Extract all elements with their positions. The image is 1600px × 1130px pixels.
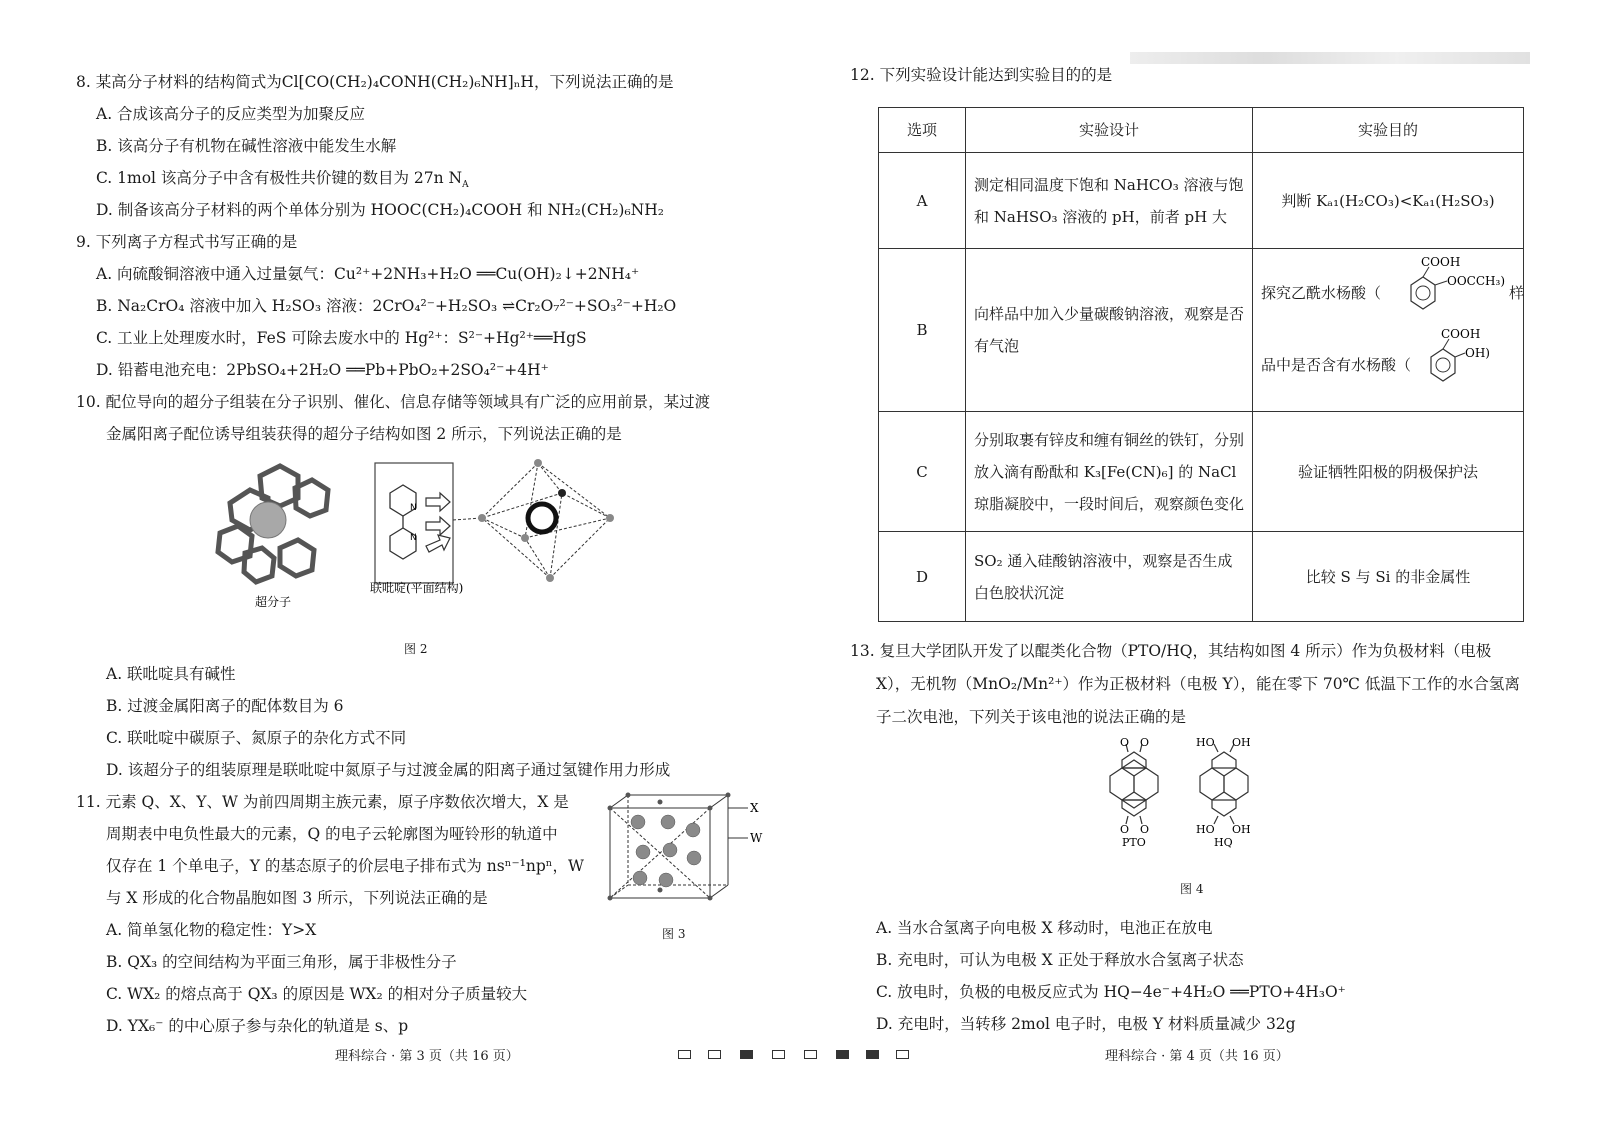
q9-option-b: B. Na₂CrO₄ 溶液中加入 H₂SO₃ 溶液：2CrO₄²⁻+H₂SO₃ ⇌Cr₂O₇²⁻+SO₃²⁻+H₂O [96, 297, 677, 315]
row-b-purpose [1253, 249, 1524, 412]
q12-table [878, 107, 1524, 622]
row-b-design: 向样品中加入少量碳酸钠溶液，观察是否有气泡 [966, 249, 1253, 412]
row-d-purpose: 比较 S 与 Si 的非金属性 [1253, 532, 1524, 622]
q13-option-a: A. 当水合氢离子向电极 X 移动时，电池正在放电 [876, 919, 1213, 937]
svg-text:HO: HO [1196, 823, 1215, 836]
q13-option-d: D. 充电时，当转移 2mol 电子时，电极 Y 材料质量减少 32g [876, 1015, 1296, 1033]
acetylsalicylic-structure [1391, 255, 1511, 317]
row-b-purpose-part1: 探究乙酰水杨酸（ [1261, 284, 1382, 302]
svg-text:OH: OH [1232, 738, 1251, 749]
n-label-2: N [410, 533, 417, 543]
q10-option-c: C. 联吡啶中碳原子、氮原子的杂化方式不同 [106, 729, 407, 747]
q11-option-c: C. WX₂ 的熔点高于 QX₃ 的原因是 WX₂ 的相对分子质量较大 [106, 985, 528, 1003]
figure-3-label-w: W [750, 831, 763, 845]
svg-text:OOCCH₃): OOCCH₃) [1447, 274, 1505, 288]
svg-text:COOH: COOH [1441, 327, 1481, 341]
q10-stem-line2: 金属阳离子配位诱导组装获得的超分子结构如图 2 所示，下列说法正确的是 [106, 425, 622, 443]
table-row [879, 532, 1524, 622]
q9-option-c: C. 工业上处理废水时，FeS 可除去废水中的 Hg²⁺：S²⁻+Hg²⁺══HgS [96, 329, 587, 347]
q8-option-c: C. 1mol 该高分子中含有极性共价键的数目为 27n $N_A$ [96, 169, 469, 191]
arrows [426, 493, 450, 552]
marker-square [896, 1050, 909, 1059]
row-b-purpose-part3: 品中是否含有水杨酸（ [1261, 356, 1412, 374]
svg-text:COOH: COOH [1421, 255, 1461, 269]
left-page-footer: 理科综合 · 第 3 页（共 16 页） [335, 1049, 519, 1064]
row-d-design: SO₂ 通入硅酸钠溶液中，观察是否生成白色胶状沉淀 [966, 532, 1253, 622]
q11-stem-line4: 与 X 形成的化合物晶胞如图 3 所示，下列说法正确的是 [106, 889, 488, 907]
n-label-1: N [410, 503, 417, 513]
q9-option-a: A. 向硫酸铜溶液中通入过量氨气：Cu²⁺+2NH₃+H₂O ══Cu(OH)₂↓+2NH₄⁺ [96, 265, 640, 283]
q12-stem: 12. 下列实验设计能达到实验目的的是 [850, 66, 1113, 84]
figure-4-pto-hq [1090, 738, 1290, 848]
svg-text:OH: OH [1232, 823, 1251, 836]
row-a-purpose: 判断 Kₐ₁(H₂CO₃)<Kₐ₁(H₂SO₃) [1253, 153, 1524, 249]
marker-square [740, 1050, 753, 1059]
q13-stem-line2: X），无机物（MnO₂/Mn²⁺）作为正极材料（电极 Y），能在零下 70℃ 低温下工作的水合氢离 [876, 675, 1520, 693]
row-c-option: C [879, 412, 966, 532]
row-c-purpose: 验证牺牲阳极的阴极保护法 [1253, 412, 1524, 532]
metal-ion-sphere [250, 502, 286, 538]
salicylic-structure [1411, 327, 1511, 397]
q11-option-d: D. YX₆⁻ 的中心原子参与杂化的轨道是 s、p [106, 1017, 409, 1035]
table-row [879, 153, 1524, 249]
svg-text:O: O [1140, 823, 1150, 836]
row-b-purpose-part2: 样 [1509, 284, 1525, 302]
scan-smudge [1130, 52, 1530, 64]
q10-option-d: D. 该超分子的组装原理是联吡啶中氮原子与过渡金属的阳离子通过氢键作用力形成 [106, 761, 671, 779]
figure-2-label-bipyridine: 联吡啶(平面结构) [370, 581, 464, 595]
pto-structure [1110, 744, 1158, 824]
svg-text:HO: HO [1196, 738, 1215, 749]
center-ion [528, 504, 556, 532]
q10-option-b: B. 过渡金属阳离子的配体数目为 6 [106, 697, 344, 715]
marker-square [708, 1050, 721, 1059]
row-a-option: A [879, 153, 966, 249]
table-row [879, 412, 1524, 532]
q10-stem-line1: 10. 配位导向的超分子组装在分子识别、催化、信息存储等领域具有广泛的应用前景，某过渡 [76, 393, 711, 411]
figure-3-caption: 图 3 [662, 927, 686, 941]
marker-square [836, 1050, 849, 1059]
pto-label: PTO [1122, 836, 1146, 848]
q8-option-b: B. 该高分子有机物在碱性溶液中能发生水解 [96, 137, 397, 155]
q8-stem: 8. 某高分子材料的结构简式为Cl[CO(CH₂)₄CONH(CH₂)₆NH]ₙH，下列说法正确的是 [76, 73, 674, 91]
svg-text:OH): OH) [1465, 346, 1490, 360]
table-header-row [879, 108, 1524, 153]
row-d-option: D [879, 532, 966, 622]
marker-square [772, 1050, 785, 1059]
q13-option-c: C. 放电时，负极的电极反应式为 HQ−4e⁻+4H₂O ══PTO+4H₃O⁺ [876, 983, 1346, 1001]
figure-2-label-supramolecule: 超分子 [255, 595, 292, 609]
q11-stem-line3: 仅存在 1 个单电子，Y 的基态原子的价层电子排布式为 nsⁿ⁻¹npⁿ，W [106, 857, 584, 875]
q11-stem-line2: 周期表中电负性最大的元素，Q 的电子云轮廓图为哑铃形的轨道中 [106, 825, 558, 843]
q13-stem-line3: 子二次电池，下列关于该电池的说法正确的是 [876, 708, 1187, 726]
marker-square [678, 1050, 691, 1059]
table-row [879, 249, 1524, 412]
header-design: 实验设计 [966, 108, 1253, 153]
q8-option-d: D. 制备该高分子材料的两个单体分别为 HOOC(CH₂)₄COOH 和 NH₂(CH₂)₆NH₂ [96, 201, 664, 219]
q8-option-a: A. 合成该高分子的反应类型为加聚反应 [96, 105, 366, 123]
hq-structure [1200, 744, 1248, 824]
q11-option-b: B. QX₃ 的空间结构为平面三角形，属于非极性分子 [106, 953, 457, 971]
svg-text:O: O [1140, 738, 1150, 749]
row-a-design: 测定相同温度下饱和 NaHCO₃ 溶液与饱和 NaHSO₃ 溶液的 pH，前者 pH 大 [966, 153, 1253, 249]
hq-label: HQ [1214, 836, 1233, 848]
q10-option-a: A. 联吡啶具有碱性 [106, 665, 236, 683]
q13-stem-line1: 13. 复旦大学团队开发了以醌类化合物（PTO/HQ，其结构如图 4 所示）作为负极材料（电极 [850, 642, 1492, 660]
row-c-design: 分别取裹有锌皮和缠有铜丝的铁钉，分别放入滴有酚酞和 K₃[Fe(CN)₆] 的 NaCl 琼脂凝胶中，一段时间后，观察颜色变化 [966, 412, 1253, 532]
figure-3-label-x: X [750, 801, 759, 815]
figure-2-supramolecule [200, 458, 640, 628]
q11-option-a: A. 简单氢化物的稳定性：Y>X [106, 921, 317, 939]
svg-text:O: O [1120, 823, 1130, 836]
figure-4-caption: 图 4 [1180, 882, 1204, 896]
header-option: 选项 [879, 108, 966, 153]
marker-square [866, 1050, 879, 1059]
q11-stem-line1: 11. 元素 Q、X、Y、W 为前四周期主族元素，原子序数依次增大，X 是 [76, 793, 569, 811]
right-page-footer: 理科综合 · 第 4 页（共 16 页） [1105, 1049, 1289, 1064]
q9-stem: 9. 下列离子方程式书写正确的是 [76, 233, 298, 251]
header-purpose: 实验目的 [1253, 108, 1524, 153]
atoms [631, 815, 701, 887]
figure-2-caption: 图 2 [404, 642, 428, 656]
figure-3-crystal-cell [598, 790, 768, 905]
row-b-option: B [879, 249, 966, 412]
q9-option-d: D. 铅蓄电池充电：2PbSO₄+2H₂O ══Pb+PbO₂+2SO₄²⁻+4H⁺ [96, 361, 549, 379]
bipyridine-structure [390, 485, 416, 559]
svg-text:O: O [1120, 738, 1130, 749]
q13-option-b: B. 充电时，可认为电极 X 正处于释放水合氢离子状态 [876, 951, 1244, 969]
marker-square [804, 1050, 817, 1059]
